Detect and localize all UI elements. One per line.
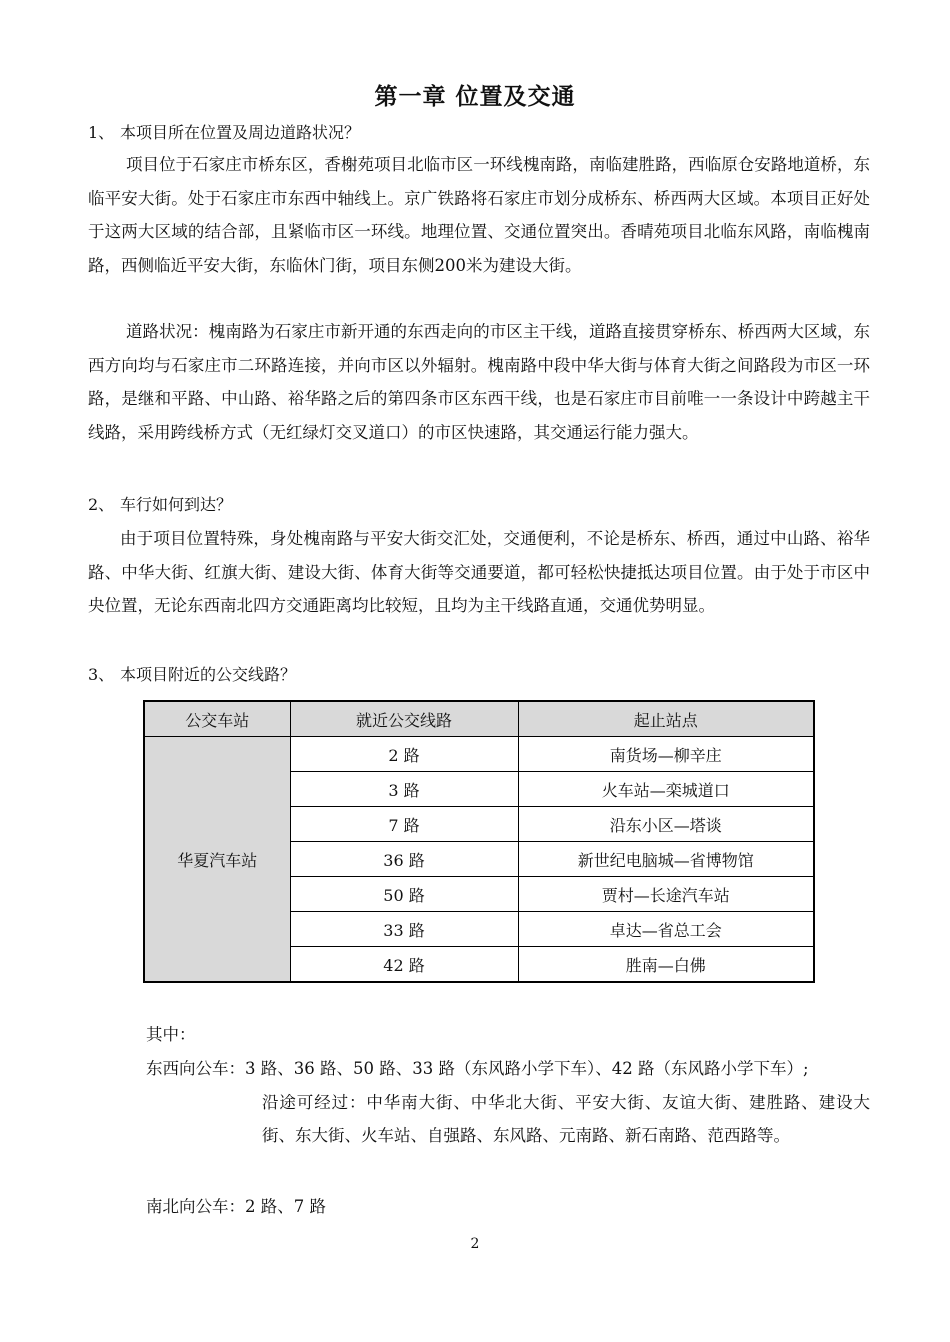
route-cell: 新世纪电脑城—省博物馆 — [518, 842, 814, 877]
section-3-heading — [88, 664, 296, 686]
page-number: 2 — [470, 1236, 480, 1252]
line-cell: 2 路 — [290, 737, 518, 772]
header-station: 公交车站 — [144, 701, 290, 737]
east-west-label: 东西向公车： — [146, 1059, 245, 1078]
north-south-label: 南北向公车： — [146, 1197, 245, 1216]
route-cell: 沿东小区—塔谈 — [518, 807, 814, 842]
route-cell: 卓达—省总工会 — [518, 912, 814, 947]
table-row — [144, 737, 814, 772]
line-cell: 42 路 — [290, 947, 518, 983]
line-cell: 33 路 — [290, 912, 518, 947]
station-cell: 华夏汽车站 — [144, 737, 290, 983]
paragraph-road-status: 道路状况：槐南路为石家庄市新开通的东西走向的市区主干线，道路直接贯穿桥东、桥西两大区域，东西方向均与石家庄市二环路连接，并向市区以外辐射。槐南路中段中华大街与体育大街之间路段为市区一环路，是继和平路、中山路、裕华路之后的第四条市区东西干线，也是石家庄市目前唯一一条设计中跨越主干线路，采用跨线桥方式（无红绿灯交叉道口）的市区快速路，其交通运行能力强大。 — [88, 322, 870, 442]
route-cell: 胜南—白佛 — [518, 947, 814, 983]
header-line: 就近公交线路 — [290, 701, 518, 737]
section-question: 车行如何到达？ — [120, 495, 233, 514]
section-1-heading — [88, 122, 360, 144]
route-cell: 火车站—栾城道口 — [518, 772, 814, 807]
route-cell: 南货场—柳辛庄 — [518, 737, 814, 772]
section-number: 2、 — [88, 495, 115, 514]
line-cell: 50 路 — [290, 877, 518, 912]
section-question: 本项目附近的公交线路？ — [120, 665, 297, 684]
line-cell: 3 路 — [290, 772, 518, 807]
table-header-row — [144, 701, 814, 737]
east-west-routes: 3 路、36 路、50 路、33 路（东风路小学下车）、42 路（东风路小学下车）; — [245, 1059, 809, 1078]
chapter-title: 第一章 位置及交通 — [374, 84, 576, 110]
notes-intro: 其中： — [146, 1025, 196, 1044]
bus-lines-table — [143, 700, 815, 983]
section-question: 本项目所在位置及周边道路状况？ — [120, 123, 361, 142]
paragraph-location: 项目位于石家庄市桥东区，香榭苑项目北临市区一环线槐南路，南临建胜路，西临原仓安路地道桥，东临平安大街。处于石家庄市东西中轴线上。京广铁路将石家庄市划分成桥东、桥西两大区域。本项目正好处于这两大区域的结合部，且紧临市区一环线。地理位置、交通位置突出。香晴苑项目北临东风路，南临槐南路，西侧临近平安大街，东临休门街，项目东侧200米为建设大街。 — [88, 155, 870, 275]
paragraph-access: 由于项目位置特殊，身处槐南路与平安大街交汇处，交通便利，不论是桥东、桥西，通过中山路、裕华路、中华大街、红旗大街、建设大街、体育大街等交通要道，都可轻松快捷抵达项目位置。由于处于市区中央位置，无论东西南北四方交通距离均比较短，且均为主干线路直通，交通优势明显。 — [88, 529, 870, 615]
east-west-lines — [146, 1052, 876, 1085]
section-number: 1、 — [88, 123, 115, 142]
route-cell: 贾村—长途汽车站 — [518, 877, 814, 912]
line-cell: 36 路 — [290, 842, 518, 877]
section-2-heading — [88, 494, 232, 516]
section-number: 3、 — [88, 665, 115, 684]
north-south-lines — [146, 1190, 326, 1223]
header-route: 起止站点 — [518, 701, 814, 737]
north-south-routes: 2 路、7 路 — [245, 1197, 326, 1216]
east-west-via: 沿途可经过：中华南大街、中华北大街、平安大街、友谊大街、建胜路、建设大街、东大街、火车站、自强路、东风路、元南路、新石南路、范西路等。 — [262, 1093, 870, 1145]
line-cell: 7 路 — [290, 807, 518, 842]
